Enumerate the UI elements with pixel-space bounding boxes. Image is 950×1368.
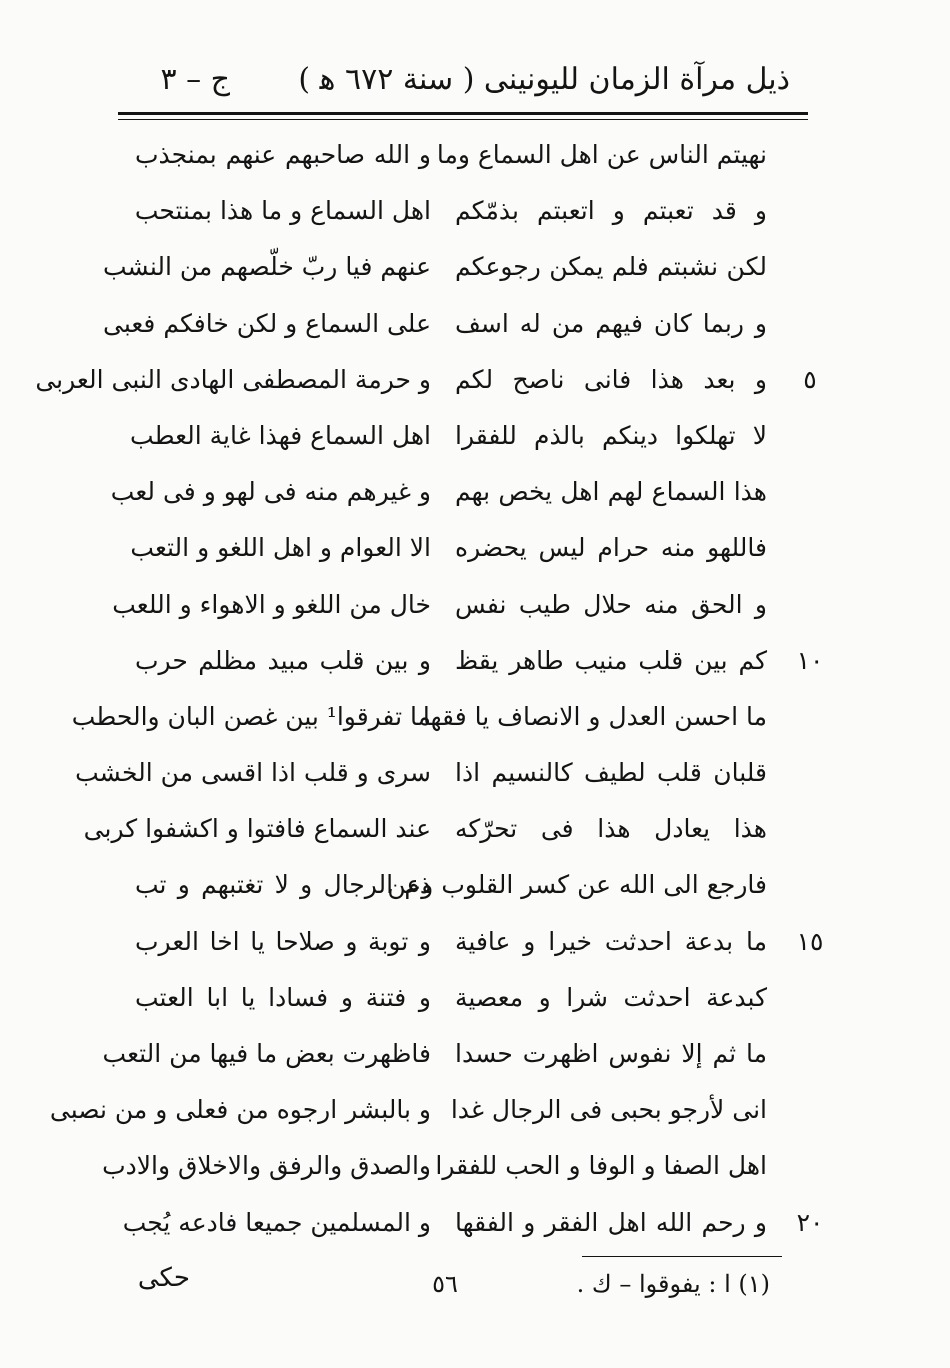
hemistich-first: انى لأرجو بحبى فى الرجال غدا (450, 1095, 767, 1125)
hemistich-second: والصدق والرفق والاخلاق والادب (102, 1151, 431, 1181)
hemistich-first: و ربما كان فيهم من له اسف (455, 308, 767, 338)
hemistich-first: كبدعة احدثت شرا و معصية (455, 982, 767, 1012)
hemistich-first: و بعد هذا فانى ناصح لكم (455, 364, 767, 394)
running-title: ذيل مرآة الزمان لليونينى ( سنة ٦٧٢ ﻫ ) (298, 62, 790, 97)
verse-row (0, 128, 950, 184)
hemistich-first: و قد تعبتم و اتعبتم بذمّكم (455, 196, 767, 226)
hemistich-second: عنهم فيا ربّ خلّصهم من النشب (102, 252, 431, 282)
verse-row (0, 521, 950, 577)
hemistich-second: و الله صاحبهم عنهم بمنجذب (135, 140, 431, 169)
hemistich-first: لا تهلكوا دينكم بالذم للفقرا (455, 420, 767, 450)
hemistich-second: ما تفرقوا¹ بين غصن البان والحطب (71, 701, 431, 731)
hemistich-second: و غيرهم منه فى لهو و فى لعب (110, 477, 431, 507)
verse-row (0, 971, 950, 1027)
hemistich-first: ما بدعة احدثت خيرا و عافية (455, 926, 767, 956)
line-number: ١٠ (796, 645, 824, 675)
line-number: ٢٠ (796, 1207, 824, 1237)
header-rule-thick (118, 112, 808, 115)
hemistich-second: فاظهرت بعض ما فيها من التعب (102, 1039, 431, 1068)
hemistich-first: نهيتم الناس عن اهل السماع وما (436, 140, 767, 169)
verse-row (0, 465, 950, 521)
verse-row (0, 915, 950, 971)
hemistich-second: و المسلمين جميعا فادعه يُجب (122, 1207, 431, 1237)
verse-row (0, 1083, 950, 1139)
verse-row (0, 1139, 950, 1195)
hemistich-second: ذم الرجال و لا تغتبهم و تب (135, 870, 431, 900)
hemistich-second: و بالبشر ارجوه من فعلى و من نصبى (49, 1095, 431, 1125)
verse-row (0, 858, 950, 914)
verse-row (0, 802, 950, 858)
hemistich-second: سرى و قلب اذا اقسى من الخشب (75, 758, 431, 788)
hemistich-first: هذا يعادل هذا فى تحرّكه (455, 814, 767, 844)
footnote: (١) ا : يفوقوا – ك . (576, 1270, 770, 1298)
hemistich-first: هذا السماع لهم اهل يخص بهم (455, 477, 767, 507)
line-number: ٥ (803, 364, 817, 394)
poem-verses (0, 128, 950, 1252)
hemistich-second: خال من اللغو و الاهواء و اللعب (112, 589, 431, 619)
verse-row (0, 240, 950, 296)
hemistich-second: و فتنة و فسادا يا ابا العتب (135, 982, 431, 1012)
verse-row (0, 409, 950, 465)
hemistich-second: و بين قلب مبيد مظلم حرب (135, 645, 431, 675)
hemistich-first: و رحم الله اهل الفقر و الفقها (455, 1207, 767, 1237)
hemistich-first: اهل الصفا و الوفا و الحب للفقرا (435, 1151, 767, 1181)
hemistich-second: عند السماع فافتوا و اكشفوا كربى (83, 814, 431, 844)
hemistich-first: و الحق منه حلال طيب نفس (455, 589, 767, 619)
verse-row (0, 578, 950, 634)
verse-row (0, 1196, 950, 1252)
volume-mark: ج – ٣ (160, 62, 230, 97)
hemistich-second: اهل السماع و ما هذا بمنتحب (134, 196, 431, 226)
hemistich-first: فارجع الى الله عن كسر القلوب وعن (387, 870, 767, 900)
hemistich-first: فاللهو منه حرام ليس يحضره (455, 533, 767, 563)
catchword: حكى (137, 1263, 190, 1293)
hemistich-first: لكن نشبتم فلم يمكن رجوعكم (455, 252, 767, 282)
verse-row (0, 353, 950, 409)
hemistich-second: على السماع و لكن خافكم فعبى (102, 308, 431, 338)
verse-row (0, 690, 950, 746)
verse-row (0, 1027, 950, 1083)
verse-row (0, 184, 950, 240)
page-number: ٥٦ (432, 1270, 458, 1298)
hemistich-second: اهل السماع فهذا غاية العطب (130, 420, 431, 450)
hemistich-first: ما احسن العدل و الانصاف يا فقها (422, 701, 767, 731)
line-number: ١٥ (796, 926, 824, 956)
hemistich-first: قلبان قلب لطيف كالنسيم اذا (455, 758, 767, 788)
footnote-rule (582, 1256, 782, 1257)
verse-row (0, 297, 950, 353)
hemistich-second: و حرمة المصطفى الهادى النبى العربى (35, 364, 431, 394)
hemistich-first: كم بين قلب منيب طاهر يقظ (455, 645, 767, 675)
verse-row (0, 746, 950, 802)
hemistich-first: ما ثم إلا نفوس اظهرت حسدا (455, 1039, 767, 1068)
hemistich-second: الا العوام و اهل اللغو و التعب (130, 533, 431, 563)
header-rule-thin (118, 119, 808, 120)
verse-row (0, 634, 950, 690)
hemistich-second: و توبة و صلاحا يا اخا العرب (135, 926, 431, 956)
